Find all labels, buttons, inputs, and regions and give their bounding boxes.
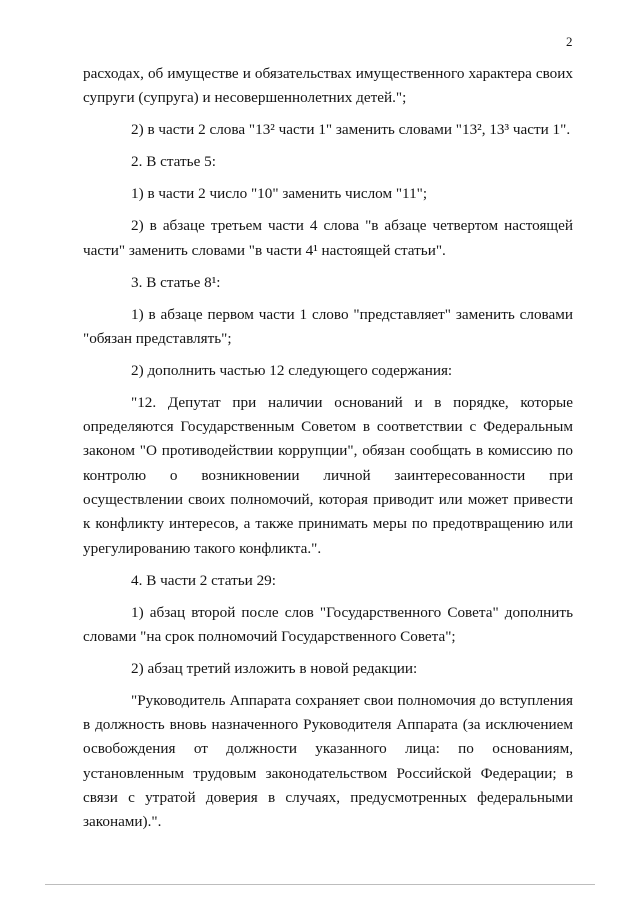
page-number: 2 (566, 34, 573, 49)
scan-edge-line (45, 884, 595, 885)
paragraph-amendment-2-2: 2) в части 2 слова "13² части 1" заменить словами "13², 13³ части 1". (131, 121, 571, 139)
paragraph-article-8-1-item-2: 2) дополнить частью 12 следующего содержания: (131, 361, 453, 379)
paragraph-article-5-item-2: 2) в абзаце третьем части 4 слова "в абзаце четвертом настоящей части" заменить словами "в части 4¹ настоящей статьи". (83, 217, 573, 259)
paragraph-article-5-item-1: 1) в части 2 число "10" заменить числом "11"; (131, 185, 428, 203)
paragraph-continuation: расходах, об имуществе и обязательствах имущественного характера своих супруги (супруга) и несовершеннолетних детей."; (83, 65, 573, 107)
document-body (83, 62, 573, 842)
paragraph-article-29-item-2: 2) абзац третий изложить в новой редакции: (131, 659, 418, 677)
paragraph-article-8-1-heading: 3. В статье 8¹: (131, 273, 221, 291)
paragraph-article-8-1-item-1: 1) в абзаце первом части 1 слово "представляет" заменить словами "обязан представлять"; (83, 305, 573, 347)
paragraph-article-29-item-1: 1) абзац второй после слов "Государственного Совета" дополнить словами "на срок полномочий Государственного Совета"; (83, 603, 573, 645)
paragraph-new-wording: "Руководитель Аппарата сохраняет свои полномочия до вступления в должность вновь назначенного Руководителя Аппарата (за исключением освобождения от должности указанного лица: по основаниям, установленным трудовым законодательством Российской Федерации; в связи с утратой доверия в случаях, предусмотренных федеральными законами).". (83, 691, 573, 831)
paragraph-article-29-heading: 4. В части 2 статьи 29: (131, 571, 276, 589)
paragraph-part-12-text: "12. Депутат при наличии оснований и в порядке, которые определяются Государственным Советом в соответствии с Федеральным законом "О противодействии коррупции", обязан сообщать в комиссию по контролю о возникновении личной заинтересованности при осуществлении своих полномочий, которая приводит или может привести к конфликту интересов, а также принимать меры по предотвращению или урегулированию такого конфликта.". (83, 393, 573, 557)
paragraph-article-5-heading: 2. В статье 5: (131, 153, 216, 171)
